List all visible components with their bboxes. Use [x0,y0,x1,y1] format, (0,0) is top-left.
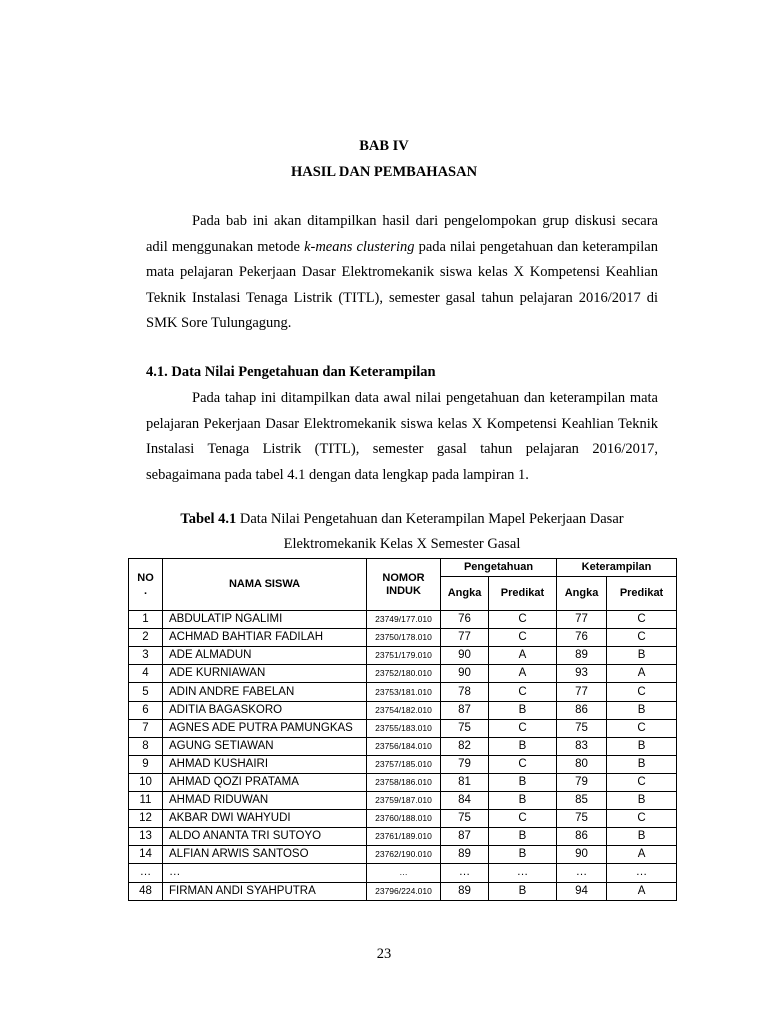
keterampilan-angka: 75 [557,719,607,737]
table-row [129,810,677,828]
page-number: 23 [376,946,392,962]
table-row [129,846,677,864]
intro-emphasis: k-means clustering [304,238,415,255]
row-no: … [129,864,163,882]
pengetahuan-angka: 89 [441,882,489,900]
row-no: 6 [129,701,163,719]
keterampilan-predikat: A [607,846,677,864]
keterampilan-predikat: B [607,737,677,755]
table-row [129,755,677,773]
keterampilan-angka: 93 [557,665,607,683]
pengetahuan-predikat: B [489,792,557,810]
pengetahuan-angka: 79 [441,755,489,773]
student-nim: 23750/178.010 [367,629,441,647]
pengetahuan-angka: 87 [441,828,489,846]
keterampilan-predikat: A [607,665,677,683]
keterampilan-predikat: C [607,773,677,791]
keterampilan-angka: 77 [557,683,607,701]
pengetahuan-predikat: B [489,737,557,755]
student-nim: 23756/184.010 [367,737,441,755]
keterampilan-angka: 94 [557,882,607,900]
table-caption-text: Data Nilai Pengetahuan dan Keterampilan Mapel Pekerjaan Dasar Elektromekanik Kelas X Semester Gasal [236,511,624,552]
row-no: 12 [129,810,163,828]
pengetahuan-angka: 90 [441,647,489,665]
pengetahuan-angka: 89 [441,846,489,864]
pengetahuan-angka: 81 [441,773,489,791]
pengetahuan-predikat: B [489,882,557,900]
row-no: 1 [129,611,163,629]
row-no: 2 [129,629,163,647]
student-nim: 23751/179.010 [367,647,441,665]
student-nim: 23762/190.010 [367,846,441,864]
row-no: 8 [129,737,163,755]
student-name: … [163,864,367,882]
table-body [129,611,677,901]
keterampilan-predikat: B [607,755,677,773]
pengetahuan-angka: 75 [441,719,489,737]
keterampilan-angka: 86 [557,828,607,846]
student-name: AHMAD KUSHAIRI [163,755,367,773]
keterampilan-angka: 77 [557,611,607,629]
pengetahuan-angka: 76 [441,611,489,629]
pengetahuan-angka: 77 [441,629,489,647]
student-name: ALFIAN ARWIS SANTOSO [163,846,367,864]
keterampilan-predikat: A [607,882,677,900]
keterampilan-predikat: C [607,611,677,629]
grades-table [128,558,677,901]
section-paragraph [146,386,658,488]
pengetahuan-angka: … [441,864,489,882]
student-nim: 23758/186.010 [367,773,441,791]
keterampilan-angka: 79 [557,773,607,791]
row-no: 10 [129,773,163,791]
header-angka-pengetahuan: Angka [441,577,489,611]
table-caption [146,507,658,557]
intro-paragraph [146,209,658,337]
table-row [129,792,677,810]
row-no: 11 [129,792,163,810]
keterampilan-predikat: C [607,683,677,701]
keterampilan-predikat: C [607,629,677,647]
row-no: 4 [129,665,163,683]
table-row [129,701,677,719]
table-row [129,683,677,701]
keterampilan-predikat: C [607,719,677,737]
chapter-title: HASIL DAN PEMBAHASAN [290,164,478,180]
pengetahuan-predikat: C [489,719,557,737]
keterampilan-angka: 89 [557,647,607,665]
section-heading: 4.1. Data Nilai Pengetahuan dan Keterampilan [146,364,436,380]
student-nim: 23760/188.010 [367,810,441,828]
student-nim: 23755/183.010 [367,719,441,737]
student-nim: 23761/189.010 [367,828,441,846]
table-row [129,611,677,629]
keterampilan-angka: 83 [557,737,607,755]
intro-text-after: pada nilai pengetahuan dan keterampilan mata pelajaran Pekerjaan Dasar Elektromekanik siswa kelas X Kompetensi Keahlian Teknik Instalasi Tenaga Listrik (TITL), semester gasal tahun pelajaran 2016/2017 di SMK Sore Tulungagung. [146,238,658,331]
row-no: 5 [129,683,163,701]
student-name: AHMAD RIDUWAN [163,792,367,810]
pengetahuan-predikat: C [489,629,557,647]
keterampilan-angka: 75 [557,810,607,828]
keterampilan-predikat: B [607,828,677,846]
header-predikat-pengetahuan: Predikat [489,577,557,611]
keterampilan-angka: 76 [557,629,607,647]
student-nim: 23759/187.010 [367,792,441,810]
pengetahuan-predikat: C [489,810,557,828]
keterampilan-predikat: B [607,701,677,719]
pengetahuan-predikat: B [489,773,557,791]
row-no: 9 [129,755,163,773]
keterampilan-predikat: … [607,864,677,882]
row-no: 13 [129,828,163,846]
student-nim: 23752/180.010 [367,665,441,683]
table-row [129,882,677,900]
pengetahuan-predikat: B [489,828,557,846]
section-paragraph-text: Pada tahap ini ditampilkan data awal nilai pengetahuan dan keterampilan mata pelajaran Pekerjaan Dasar Elektromekanik siswa kelas X Kompetensi Keahlian Teknik Instalasi Tenaga Listrik (TITL), semester gasal tahun pelajaran 2016/2017, sebagaimana pada tabel 4.1 dengan data lengkap pada lampiran 1. [146,390,658,483]
student-name: ADIN ANDRE FABELAN [163,683,367,701]
student-name: AKBAR DWI WAHYUDI [163,810,367,828]
pengetahuan-angka: 75 [441,810,489,828]
pengetahuan-predikat: B [489,846,557,864]
student-nim: 23754/182.010 [367,701,441,719]
table-row [129,864,677,882]
header-angka-keterampilan: Angka [557,577,607,611]
student-name: AGUNG SETIAWAN [163,737,367,755]
table-row [129,773,677,791]
student-name: ALDO ANANTA TRI SUTOYO [163,828,367,846]
keterampilan-angka: 85 [557,792,607,810]
pengetahuan-predikat: C [489,755,557,773]
table-row [129,719,677,737]
student-name: ACHMAD BAHTIAR FADILAH [163,629,367,647]
table-row [129,737,677,755]
table-row [129,665,677,683]
keterampilan-predikat: B [607,647,677,665]
keterampilan-predikat: C [607,810,677,828]
pengetahuan-predikat: C [489,683,557,701]
pengetahuan-angka: 82 [441,737,489,755]
keterampilan-angka: 86 [557,701,607,719]
student-name: AGNES ADE PUTRA PAMUNGKAS [163,719,367,737]
pengetahuan-predikat: A [489,647,557,665]
keterampilan-angka: 80 [557,755,607,773]
row-no: 14 [129,846,163,864]
student-nim: 23749/177.010 [367,611,441,629]
student-name: ADE KURNIAWAN [163,665,367,683]
student-nim: … [367,864,441,882]
row-no: 3 [129,647,163,665]
pengetahuan-angka: 84 [441,792,489,810]
pengetahuan-angka: 90 [441,665,489,683]
keterampilan-angka: … [557,864,607,882]
row-no: 7 [129,719,163,737]
keterampilan-predikat: B [607,792,677,810]
header-pengetahuan: Pengetahuan [441,559,557,577]
chapter-number: BAB IV [359,138,409,154]
header-nim: NOMOR INDUK [367,559,441,611]
table-row [129,647,677,665]
header-keterampilan: Keterampilan [557,559,677,577]
student-name: FIRMAN ANDI SYAHPUTRA [163,882,367,900]
pengetahuan-predikat: C [489,611,557,629]
table-caption-label: Tabel 4.1 [180,511,237,527]
pengetahuan-predikat: B [489,701,557,719]
student-nim: 23796/224.010 [367,882,441,900]
student-nim: 23757/185.010 [367,755,441,773]
table-row [129,828,677,846]
pengetahuan-predikat: A [489,665,557,683]
keterampilan-angka: 90 [557,846,607,864]
student-name: AHMAD QOZI PRATAMA [163,773,367,791]
table-header [129,559,677,611]
header-no: NO . [129,559,163,611]
student-name: ADITIA BAGASKORO [163,701,367,719]
header-name: NAMA SISWA [163,559,367,611]
pengetahuan-angka: 87 [441,701,489,719]
student-nim: 23753/181.010 [367,683,441,701]
row-no: 48 [129,882,163,900]
pengetahuan-predikat: … [489,864,557,882]
intro-text-before: Pada bab ini akan ditampilkan hasil dari pengelompokan grup diskusi secara adil menggunakan metode [146,213,658,255]
student-name: ABDULATIP NGALIMI [163,611,367,629]
pengetahuan-angka: 78 [441,683,489,701]
student-name: ADE ALMADUN [163,647,367,665]
table-row [129,629,677,647]
header-predikat-keterampilan: Predikat [607,577,677,611]
